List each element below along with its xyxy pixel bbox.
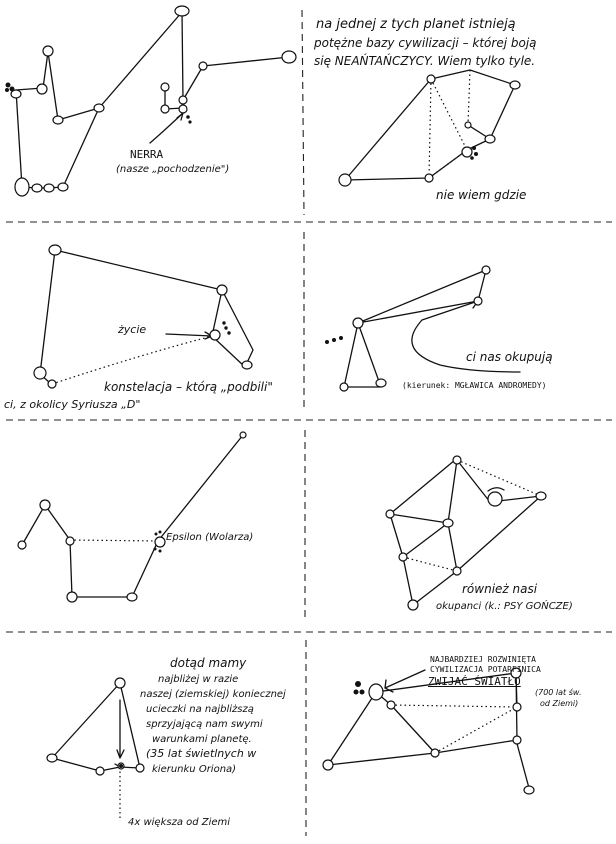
panel-3-constellation: [34, 245, 253, 388]
panel-7-line-1: dotąd mamy: [170, 656, 247, 670]
panel-8-line-3: ZWIJAĆ ŚWIATŁO: [428, 675, 521, 688]
panel-8-line-2: CYWILIZACJA POTARFINICA: [430, 665, 541, 674]
panel-3-caption: konstelacja – którą „podbili": [104, 380, 273, 394]
panel-2-line-2: potężne bazy cywilizacji – której boją: [314, 36, 537, 50]
panel-2-footer: nie wiem gdzie: [436, 188, 527, 202]
panel-2-line-1: na jednej z tych planet istnieją: [316, 17, 516, 32]
panel-2-constellation: [339, 70, 520, 186]
panel-6-line-1: również nasi: [462, 582, 538, 596]
panel-5-constellation: [18, 432, 246, 602]
panel-2-line-3: się NEAŃTAŃCZYCY. Wiem tylko tyle.: [314, 54, 536, 68]
panel-7-line-4: ucieczki na najbliższą: [146, 704, 254, 715]
panel-7-line-6: warunkami planetę.: [152, 734, 252, 745]
panel-4-constellation: [325, 266, 520, 391]
zycie-label: życie: [118, 323, 147, 336]
panel-7-line-5: sprzyjającą nam swymi: [146, 719, 263, 730]
panel-8-line-1: NAJBARDZIEJ ROZWINIĘTA: [430, 655, 536, 664]
epsilon-label: Epsilon (Wolarza): [166, 532, 254, 543]
panel-7-bottom: 4x większa od Ziemi: [128, 817, 231, 828]
panel-6-line-2: okupanci (k.: PSY GOŃCZE): [436, 601, 573, 612]
panel-3-caption-2: ci, z okolicy Syriusza „D": [4, 398, 141, 411]
panel-7-line-3: naszej (ziemskiej) koniecznej: [140, 689, 286, 700]
panel-4-label: ci nas okupują: [466, 350, 553, 364]
panel-7-constellation: [47, 678, 144, 820]
divider-vertical: [302, 10, 306, 836]
panel-7-line-7: (35 lat świetlnych w: [146, 747, 257, 760]
panel-8-line-5: od Ziemi): [540, 699, 579, 708]
panel-7-line-2: najbliżej w razie: [158, 674, 239, 685]
nerra-label: NERRA: [130, 148, 164, 161]
panel-7-line-8: kierunku Oriona): [152, 764, 237, 775]
panel-4-direction: (kierunek: MGŁAWICA ANDROMEDY): [402, 381, 547, 390]
panel-8-line-4: (700 lat św.: [535, 688, 582, 697]
nerra-sublabel: (nasze „pochodzenie"): [116, 164, 230, 175]
